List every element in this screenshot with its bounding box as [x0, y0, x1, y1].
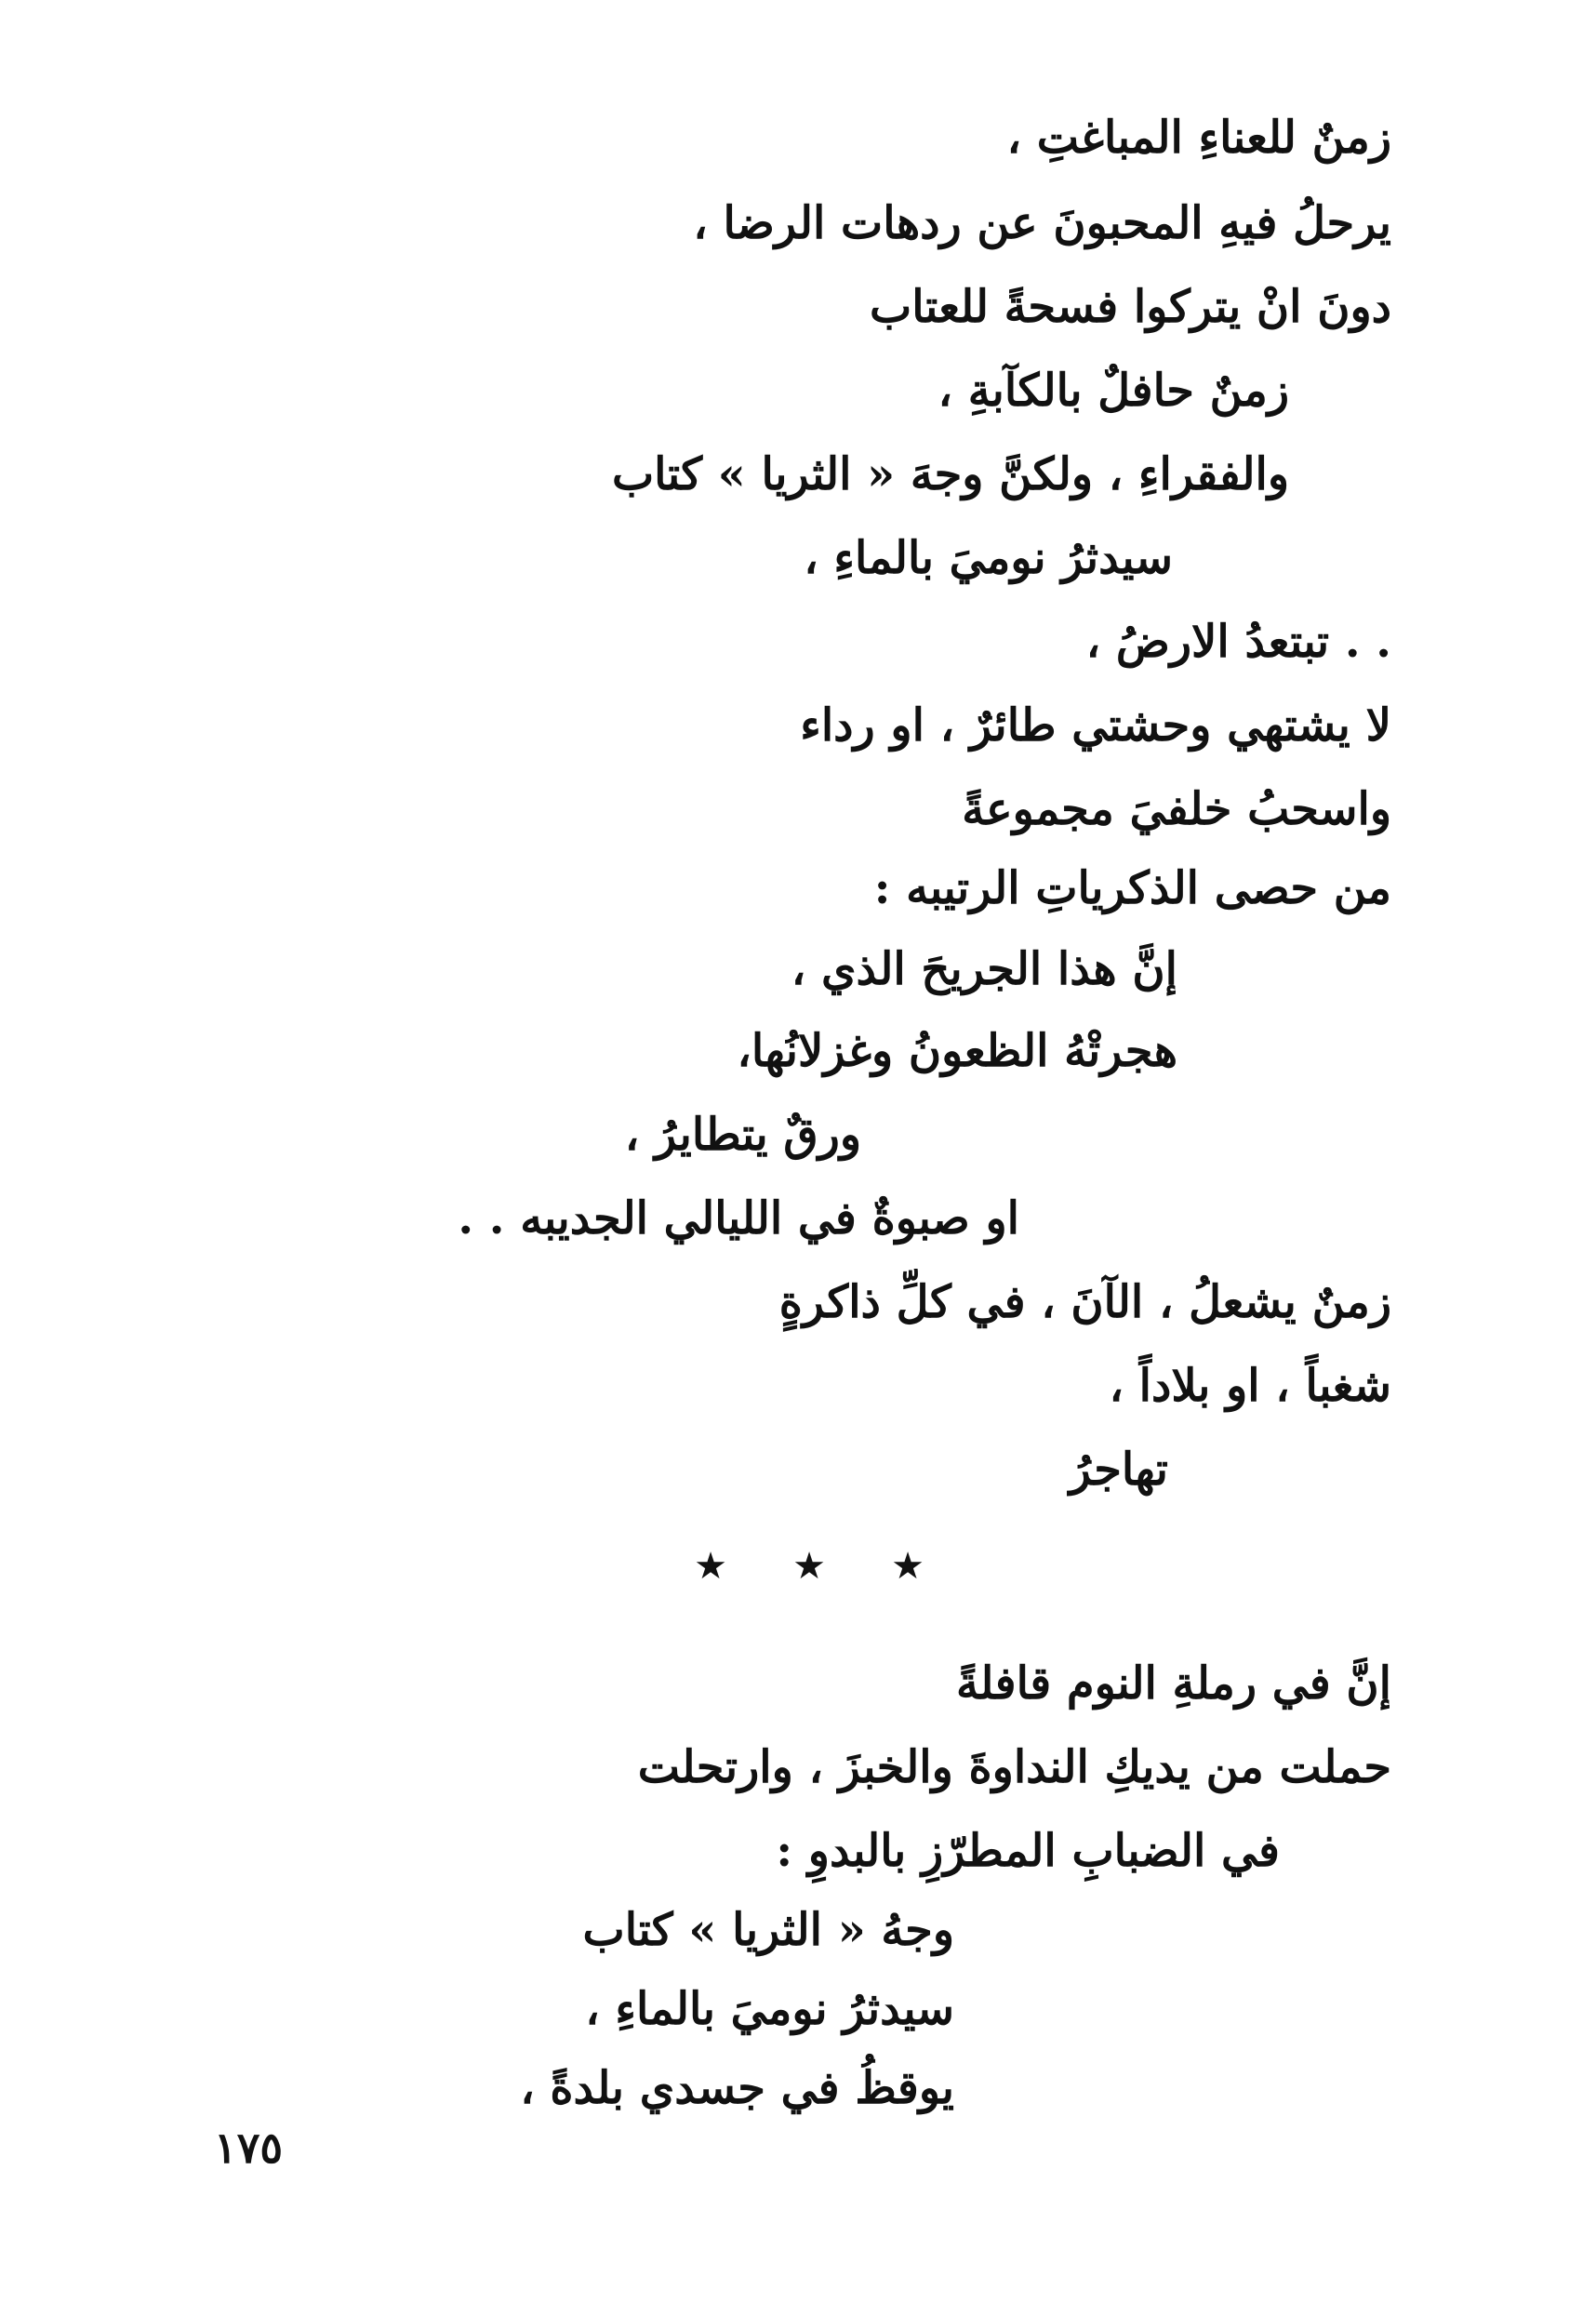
verse-line: دونَ انْ يتركوا فسحةً للعتاب — [870, 281, 1391, 333]
verse-line: والفقراءِ ، ولكنَّ وجهَ « الثريا » كتاب — [611, 448, 1289, 500]
verse-line: هجرتْهُ الظعونُ وغزلانُها، — [737, 1025, 1177, 1077]
star-icon: ★ — [891, 1545, 924, 1588]
verse-line: واسحبُ خلفيَ مجموعةً — [962, 783, 1391, 835]
verse-line: تهاجرُ — [1069, 1444, 1168, 1496]
verse-line: زمنٌ للعناءِ المباغتِ ، — [1006, 112, 1391, 164]
verse-line: او صبوةٌ في الليالي الجديبه . . — [458, 1192, 1019, 1245]
verse-line: وجهُ « الثريا » كتاب — [582, 1904, 954, 1956]
verse-line: يرحلُ فيهِ المحبونَ عن ردهات الرضا ، — [693, 197, 1391, 249]
star-icon: ★ — [694, 1545, 727, 1588]
verse-line: سيدثرُ نوميَ بالماءِ ، — [804, 532, 1173, 584]
verse-line: شغباً ، او بلاداً ، — [1109, 1360, 1391, 1412]
verse-line: لا يشتهي وحشتي طائرٌ ، او رداء — [800, 699, 1391, 752]
verse-line: ورقٌ يتطايرُ ، — [624, 1109, 861, 1161]
verse-line: زمنٌ حافلٌ بالكآبةِ ، — [938, 365, 1289, 417]
page-number: ١٧٥ — [214, 2123, 284, 2173]
verse-line: من حصى الذكرياتِ الرتيبه : — [873, 862, 1391, 914]
star-icon: ★ — [792, 1545, 826, 1588]
verse-line: . . تبتعدُ الارضُ ، — [1085, 616, 1391, 668]
verse-line: يوقظُ في جسدي بلدةً ، — [520, 2062, 954, 2114]
verse-line: سيدثرُ نوميَ بالماءِ ، — [585, 1983, 954, 2035]
verse-line: إنَّ في رملةِ النوم قافلةً — [956, 1657, 1391, 1710]
verse-line: إنَّ هذا الجريحَ الذي ، — [791, 943, 1177, 995]
section-separator — [688, 1544, 930, 1589]
verse-line: في الضبابِ المطرّزِ بالبدوِ : — [776, 1825, 1280, 1877]
verse-line: حملت من يديكِ النداوةَ والخبزَ ، وارتحلت — [637, 1741, 1391, 1793]
verse-line: زمنٌ يشعلُ ، الآنَ ، في كلِّ ذاكرةٍ — [778, 1276, 1391, 1328]
